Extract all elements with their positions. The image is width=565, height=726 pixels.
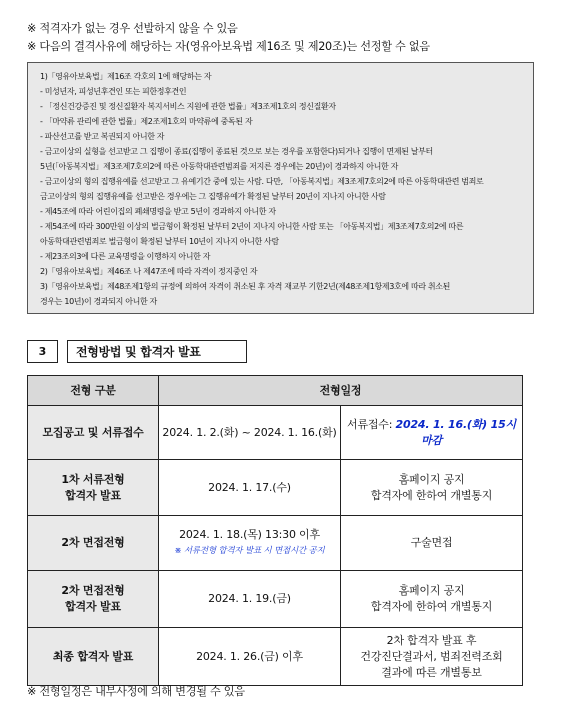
disqualification-box [27,62,534,314]
detail-cell: 구술면접 [341,516,523,571]
table-row [28,516,523,571]
table-row [28,460,523,516]
header-stage: 전형 구분 [28,376,159,406]
note-no-qualified: ※ 적격자가 없는 경우 선발하지 않을 수 있음 [27,22,238,35]
detail-cell [341,628,523,686]
date-cell [159,516,341,571]
table-header-row [28,376,523,406]
date-cell: 2024. 1. 2.(화) ~ 2024. 1. 16.(화) [159,406,341,460]
detail-prefix: 서류접수: [347,417,396,431]
schedule-table [27,375,523,686]
date-line: 2024. 1. 18.(목) 13:30 이후 [179,528,320,541]
stage-line: 합격자 발표 [65,488,121,502]
section-number: 3 [27,340,58,363]
detail-line: 합격자에 한하여 개별통지 [370,600,493,613]
disq-line: - 파산선고를 받고 복권되지 아니한 자 [40,132,165,141]
date-cell: 2024. 1. 19.(금) [159,571,341,628]
detail-line: 홈페이지 공지 [398,472,465,486]
disq-line: 아동학대관련범죄로 벌금형이 확정된 날부터 10년이 지나지 아니한 사람 [40,237,279,246]
disq-line: - 「정신건강증진 및 정신질환자 복지서비스 지원에 관한 법률」제3조제1호의 정신질환자 [40,102,336,111]
stage-line: 1차 서류전형 [61,472,125,486]
disq-line: - 제23조의3에 다른 교육명령을 이행하지 아니한 자 [40,252,211,261]
disq-line: - 금고이상의 형의 집행유예를 선고받고 그 유예기간 중에 있는 사람. 다만, 「아동복지법」제3조제7호의2에 따른 아동학대관련 범죄로 [40,177,484,186]
disq-line: 3)「영유아보육법」제48조제1항의 규정에 의하여 자격이 취소된 후 자격 재교부 기한2년(제48조제1항제3호에 따라 취소된 [40,282,451,291]
detail-line: 2차 합격자 발표 후 [386,633,477,647]
stage-cell [28,460,159,516]
detail-line: 합격자에 한하여 개별통지 [370,488,493,502]
disq-line: - 제54조에 따라 300만원 이상의 벌금형이 확정된 날부터 2년이 지나지 아니한 사람 또는 「아동복지법」제3조제7호의2에 따른 [40,222,464,231]
schedule-change-note: ※ 전형일정은 내부사정에 의해 변경될 수 있음 [27,685,245,698]
interview-time-note: ※ 서류전형 합격자 발표 시 면접시간 공지 [174,546,325,556]
stage-cell: 최종 합격자 발표 [28,628,159,686]
disq-line: 2)「영유아보육법」제46조 나 제47조에 따라 자격이 정지중인 자 [40,267,258,276]
stage-line: 2차 면접전형 [61,584,125,597]
disq-line: 5년(「아동복지법」제3조제7호의2에 따른 아동학대관련범죄를 저지른 경우에는 20년)이 경과하지 아니한 자 [40,162,398,171]
disq-line: 1)「영유아보육법」제16조 각호의 1에 해당하는 자 [40,72,212,81]
detail-cell [341,406,523,460]
date-cell: 2024. 1. 26.(금) 이후 [159,628,341,686]
disq-line: - 미성년자, 피성년후견인 또는 피한정후견인 [40,87,187,96]
disq-line: - 금고이상의 실형을 선고받고 그 집행이 종료(집행이 종료된 것으로 보는 경우를 포함한다)되거나 집행이 면제된 날부터 [40,147,433,156]
disq-line: 경우는 10년)이 경과되지 아니한 자 [40,297,157,306]
note-disqualification: ※ 다음의 결격사유에 해당하는 자(영유아보육법 제16조 및 제20조)는 선정할 수 없음 [27,40,430,53]
section-title: 전형방법 및 합격자 발표 [67,340,247,363]
header-schedule: 전형일정 [159,376,523,406]
stage-cell: 2차 면접전형 [28,516,159,571]
disq-line: 금고이상의 형의 집행유예를 선고받은 경우에는 그 집행유예가 확정된 날부터 20년이 지나지 아니한 사람 [40,192,386,201]
detail-line: 건강진단결과서, 범죄전력조회 [360,649,503,663]
stage-line: 합격자 발표 [65,600,121,613]
stage-cell [28,571,159,628]
date-cell: 2024. 1. 17.(수) [159,460,341,516]
detail-cell [341,571,523,628]
table-row [28,406,523,460]
detail-line: 결과에 따른 개별통보 [381,665,482,679]
disq-line: - 「마약류 관리에 관한 법률」제2조제1호의 마약류에 중독된 자 [40,117,253,126]
table-row [28,628,523,686]
stage-cell: 모집공고 및 서류접수 [28,406,159,460]
detail-cell [341,460,523,516]
detail-line: 홈페이지 공지 [398,584,465,597]
table-row [28,571,523,628]
disq-line: - 제45조에 따라 어린이집의 폐쇄명령을 받고 5년이 경과하지 아니한 자 [40,207,276,216]
deadline-highlight: 2024. 1. 16.(화) 15시 마감 [395,417,516,447]
